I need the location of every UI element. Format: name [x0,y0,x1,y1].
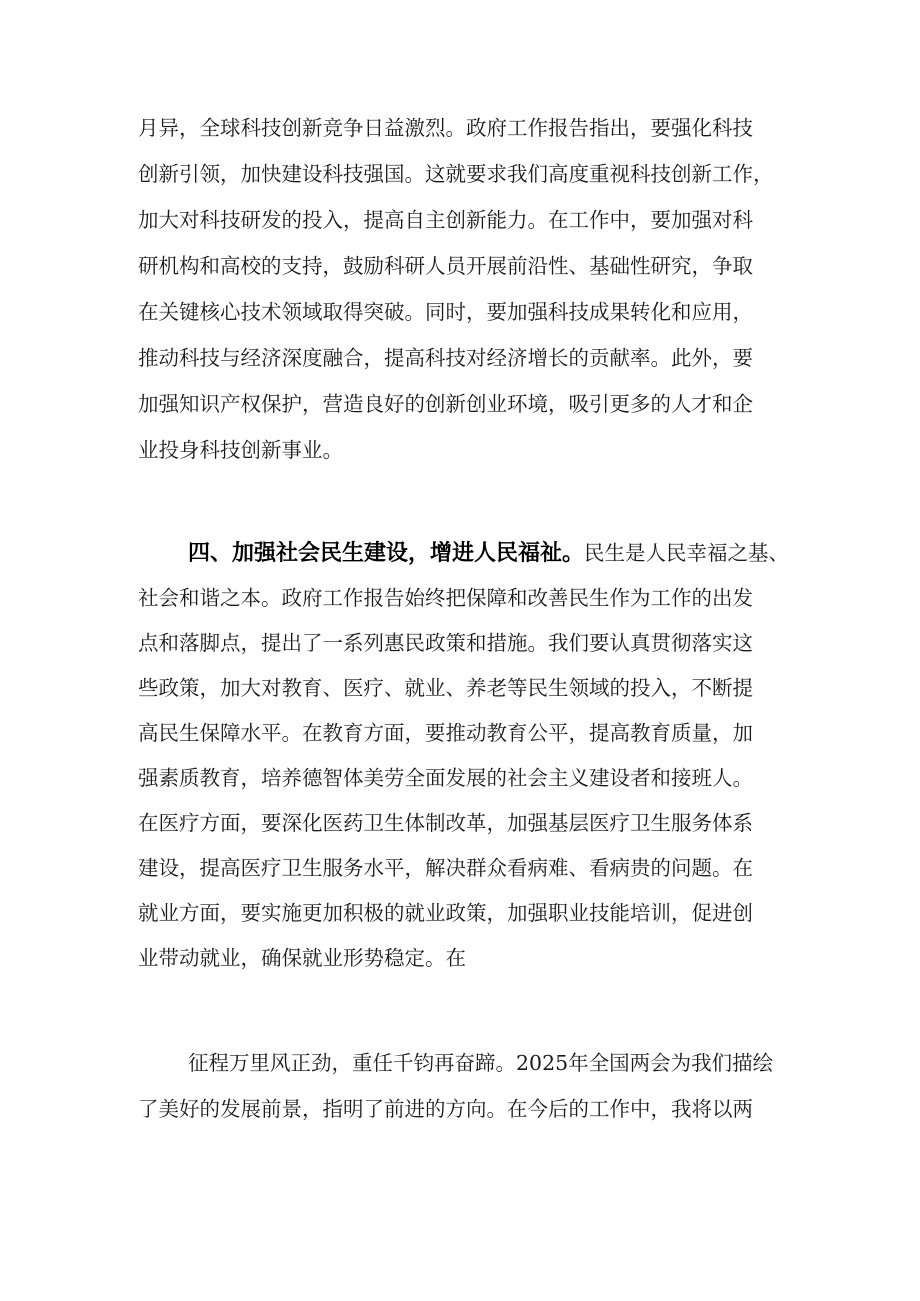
paragraph-first-line: 征程万里风正劲，重任千钧再奋蹄。2025年全国两会为我们描绘 [188,1051,774,1075]
paragraph-line: 点和落脚点，提出了一系列惠民政策和措施。我们要认真贯彻落实这 [138,631,753,655]
paragraph-line: 推动科技与经济深度融合，提高科技对经济增长的贡献率。此外，要 [138,346,753,370]
paragraph-line: 业投身科技创新事业。 [138,438,343,462]
paragraph-line: 在医疗方面，要深化医药卫生体制改革，加强基层医疗卫生服务体系 [138,811,753,835]
paragraph-line: 就业方面，要实施更加积极的就业政策，加强职业技能培训，促进创 [138,901,753,925]
paragraph-line: 社会和谐之本。政府工作报告始终把保障和改善民生作为工作的出发 [138,586,753,610]
paragraph-line: 加强知识产权保护，营造良好的创新创业环境，吸引更多的人才和企 [138,392,753,416]
paragraph-line: 了美好的发展前景，指明了前进的方向。在今后的工作中，我将以两 [138,1097,753,1121]
paragraph-line: 些政策，加大对教育、医疗、就业、养老等民生领域的投入，不断提 [138,676,753,700]
paragraph-line: 研机构和高校的支持，鼓励科研人员开展前沿性、基础性研究，争取 [138,254,753,278]
paragraph-text-run: 民生是人民幸福之基、 [584,541,790,565]
paragraph-first-line [188,535,789,571]
paragraph-line: 月异，全球科技创新竞争日益激烈。政府工作报告指出，要强化科技 [138,116,753,140]
paragraph-line: 建设，提高医疗卫生服务水平，解决群众看病难、看病贵的问题。在 [138,856,753,880]
section-heading: 四、加强社会民生建设，增进人民福祉。 [188,541,585,566]
paragraph-line: 高民生保障水平。在教育方面，要推动教育公平，提高教育质量，加 [138,721,753,745]
paragraph-line: 强素质教育，培养德智体美劳全面发展的社会主义建设者和接班人。 [138,766,753,790]
paragraph-line: 创新引领，加快建设科技强国。这就要求我们高度重视科技创新工作， [138,162,774,186]
paragraph-line: 加大对科技研发的投入，提高自主创新能力。在工作中，要加强对科 [138,208,753,232]
paragraph-line: 业带动就业，确保就业形势稳定。在 [138,946,466,970]
paragraph-line: 在关键核心技术领域取得突破。同时，要加强科技成果转化和应用， [138,300,753,324]
